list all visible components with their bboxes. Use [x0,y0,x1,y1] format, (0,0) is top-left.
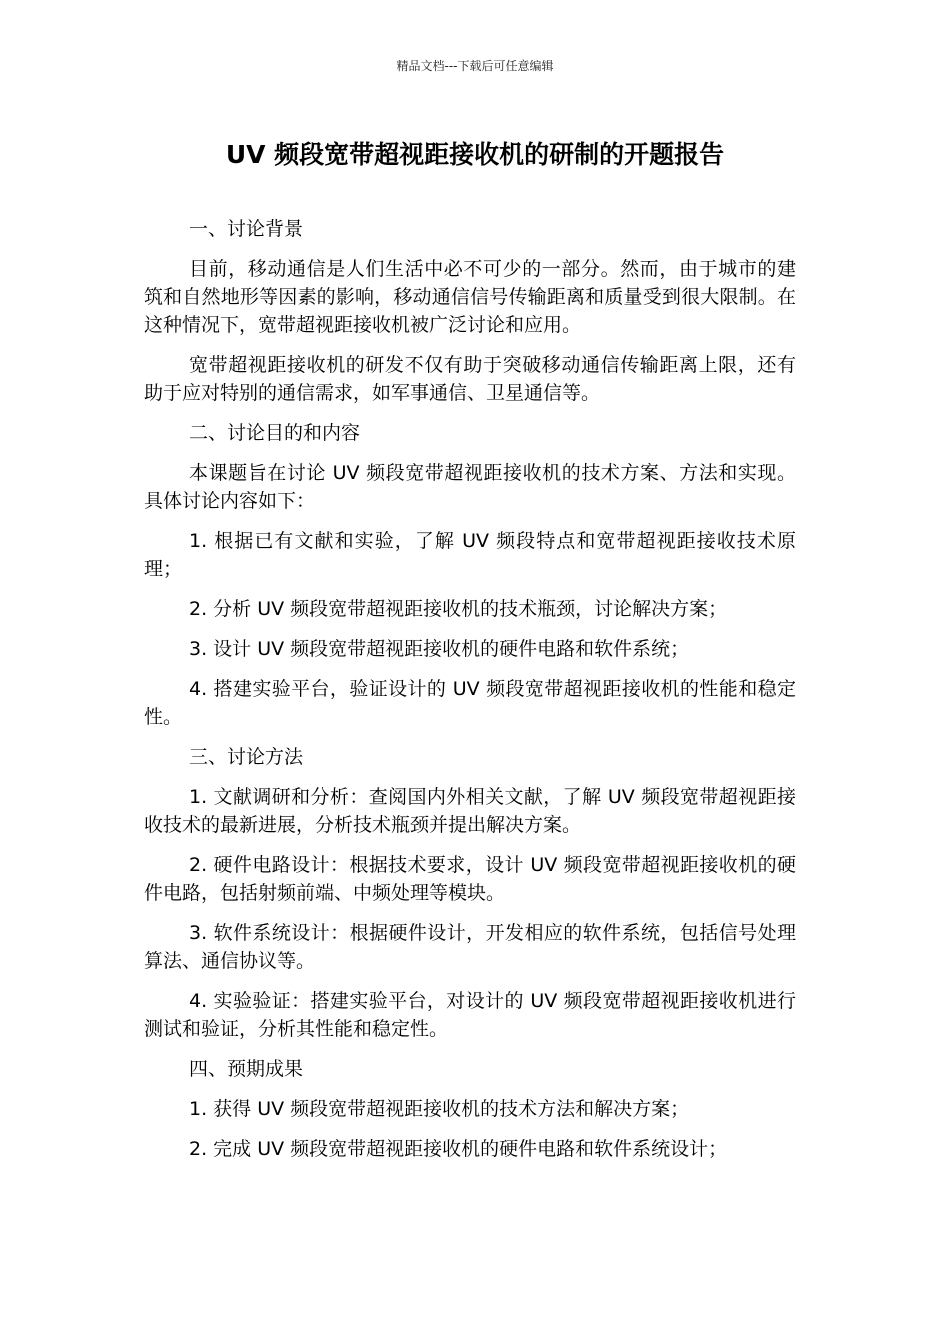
list-item: 1. 根据已有文献和实验，了解 UV 频段特点和宽带超视距接收技术原理； [144,530,796,580]
list-item: 3. 设计 UV 频段宽带超视距接收机的硬件电路和软件系统； [189,638,690,660]
paragraph: 宽带超视距接收机的研发不仅有助于突破移动通信传输距离上限，还有助于应对特别的通信需求，如军事通信、卫星通信等。 [144,354,796,404]
paragraph: 目前，移动通信是人们生活中必不可少的一部分。然而，由于城市的建筑和自然地形等因素的影响，移动通信信号传输距离和质量受到很大限制。在这种情况下，宽带超视距接收机被广泛讨论和应用。 [144,258,796,336]
list-item: 1. 获得 UV 频段宽带超视距接收机的技术方法和解决方案； [189,1098,690,1120]
section-heading-methods: 三、讨论方法 [189,746,304,768]
document-title: UV 频段宽带超视距接收机的研制的开题报告 [225,140,725,169]
list-item: 1. 文献调研和分析：查阅国内外相关文献，了解 UV 频段宽带超视距接收技术的最新进展，分析技术瓶颈并提出解决方案。 [144,786,796,836]
list-item: 3. 软件系统设计：根据硬件设计，开发相应的软件系统，包括信号处理算法、通信协议等。 [144,922,796,972]
section-heading-background: 一、讨论背景 [189,218,304,240]
section-heading-outcomes: 四、预期成果 [189,1058,304,1080]
paragraph: 本课题旨在讨论 UV 频段宽带超视距接收机的技术方案、方法和实现。具体讨论内容如下： [144,462,796,512]
section-heading-purpose: 二、讨论目的和内容 [189,422,361,444]
list-item: 4. 搭建实验平台，验证设计的 UV 频段宽带超视距接收机的性能和稳定性。 [144,678,796,728]
list-item: 2. 分析 UV 频段宽带超视距接收机的技术瓶颈，讨论解决方案； [189,598,728,620]
list-item: 2. 完成 UV 频段宽带超视距接收机的硬件电路和软件系统设计； [189,1138,728,1160]
document-body [144,215,796,1175]
list-item: 2. 硬件电路设计：根据技术要求，设计 UV 频段宽带超视距接收机的硬件电路，包括射频前端、中频处理等模块。 [144,854,796,904]
list-item: 4. 实验验证：搭建实验平台，对设计的 UV 频段宽带超视距接收机进行测试和验证，分析其性能和稳定性。 [144,990,796,1040]
header-note: 精品文档---下载后可任意编辑 [396,59,554,73]
